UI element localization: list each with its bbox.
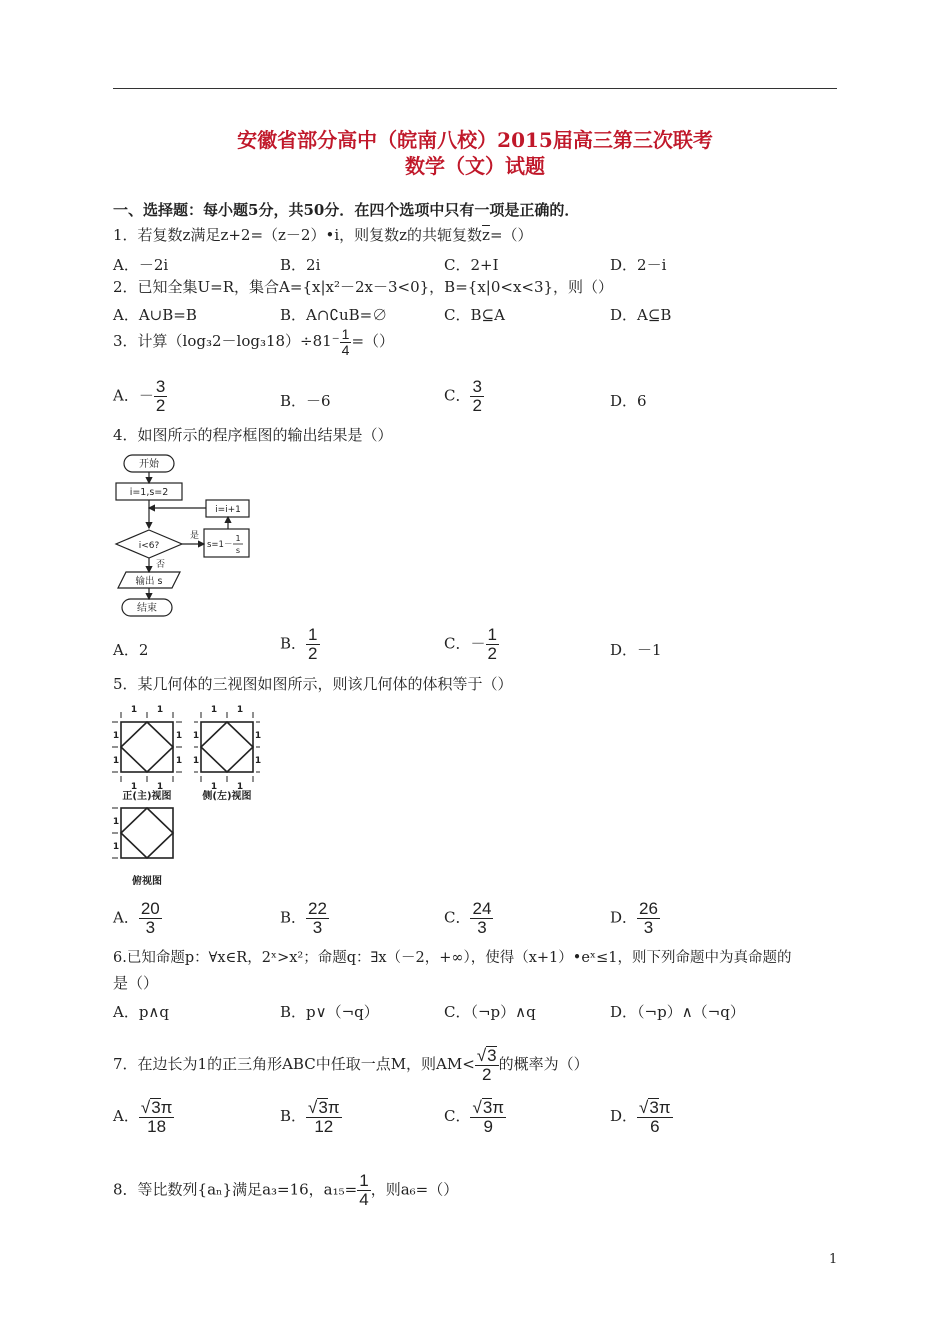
q4-option-a[interactable]: A．2 [113,641,149,659]
flowchart-diagram [110,450,260,622]
page-number: 1 [829,1252,838,1267]
front-dim-left-1: 1 [112,731,120,741]
question-4: 4．如图所示的程序框图的输出结果是（） [113,426,393,444]
q4-option-b[interactable]: B． $\frac{1}{2}$ [280,625,318,663]
q6-option-b[interactable]: B．p∨（¬q） [280,1003,379,1021]
q7-option-d[interactable]: D． $\frac{√3\pi}{6}$ [610,1098,671,1136]
q2-option-d[interactable]: D．A⊆B [610,306,672,324]
q1-option-d[interactable]: D．2－i [610,256,667,274]
side-view-label: 侧(左)视图 [202,791,252,802]
q3-exponent-fraction: $\frac{1}{4}$ [341,326,350,358]
question-6-line2: 是（） [113,974,159,992]
top-dim-left-2: 1 [112,842,120,852]
flow-init: i=1,s=2 [129,487,169,498]
flow-assign-den: s [235,546,241,555]
side-dim-left-1: 1 [192,731,200,741]
q3-option-a[interactable]: A．－ $\frac{3}{2}$ [113,377,166,415]
q5-option-a[interactable]: A． $\frac{20}{3}$ [113,899,160,937]
flow-start: 开始 [139,459,159,470]
q3-option-d[interactable]: D．6 [610,392,647,410]
front-dim-right-2: 1 [175,756,183,766]
question-1: 1．若复数z满足z+2=（z－2）•i，则复数z的共轭复数$\overline{z}=()$ [113,226,533,244]
q4-option-c[interactable]: C．－ $\frac{1}{2}$ [444,625,497,663]
top-rule [113,88,837,89]
q6-option-a[interactable]: A．p∧q [113,1003,170,1021]
q7-option-a[interactable]: A． $\frac{√3\pi}{18}$ [113,1098,173,1136]
front-dim-top-2: 1 [156,705,164,715]
q6-option-c[interactable]: C．（¬p）∧q [444,1003,536,1021]
front-view-label: 正(主)视图 [122,791,172,802]
question-6-line1: 6.已知命题p：∀x∈R，2ˣ>x²；命题q：∃x（－2，+∞），使得（x+1）•eˣ≤1，则下列命题中为真命题的 [113,950,792,966]
side-dim-left-2: 1 [192,756,200,766]
top-dim-left-1: 1 [112,817,120,827]
q2-option-b[interactable]: B．A∩∁uB=∅ [280,306,388,324]
q7-option-c[interactable]: C． $\frac{√3\pi}{9}$ [444,1098,505,1136]
flow-output: 输出 s [135,576,163,587]
q4-option-d[interactable]: D．－1 [610,641,662,659]
q1-option-b[interactable]: B．2i [280,256,321,274]
q6-option-d[interactable]: D．（¬p）∧（¬q） [610,1003,745,1021]
top-view-label: 俯视图 [132,876,162,887]
front-dim-top-1: 1 [130,705,138,715]
section-heading: 一、选择题：每小题5分，共50分．在四个选项中只有一项是正确的． [113,201,580,219]
q5-option-c[interactable]: C． $\frac{24}{3}$ [444,899,492,937]
question-8: 8．等比数列{aₙ}满足a₃=16，a₁₅= $\frac{1}{4}$ ，则a₆=（） [113,1171,459,1209]
flow-assign-num: 1 [235,534,241,543]
side-dim-bottom-2: 1 [236,782,244,792]
flow-end: 结束 [137,603,157,614]
front-dim-right-1: 1 [175,731,183,741]
q2-option-a[interactable]: A．A∪B=B [113,306,197,324]
flow-increment: i=i+1 [215,505,241,515]
side-dim-right-2: 1 [254,756,262,766]
flow-assign: s=1－ [207,540,233,550]
three-view-diagram [110,702,265,888]
front-dim-bottom-2: 1 [156,782,164,792]
exam-subtitle: 数学（文）试题 [405,154,545,178]
question-5: 5．某几何体的三视图如图所示，则该几何体的体积等于（） [113,675,513,693]
q1-option-c[interactable]: C．2+I [444,256,499,274]
exam-title: 安徽省部分高中（皖南八校）2015届高三第三次联考 [237,128,713,152]
q5-option-b[interactable]: B． $\frac{22}{3}$ [280,899,327,937]
q5-option-d[interactable]: D． $\frac{26}{3}$ [610,899,658,937]
q1-option-a[interactable]: A．－2i [113,256,169,274]
question-3: 3．计算（log₃2－log₃18）÷81⁻ $\frac{1}{4}$ =（） [113,326,395,358]
question-7: 7．在边长为1的正三角形ABC中任取一点M，则AM< $\frac{√3}{2}$ 的概率为（） [113,1046,589,1084]
side-dim-right-1: 1 [254,731,262,741]
side-dim-top-1: 1 [210,705,218,715]
front-dim-bottom-1: 1 [130,782,138,792]
question-2: 2．已知全集U=R，集合A={x|x²－2x－3<0}，B={x|0<x<3}，则（） [113,278,614,296]
q3-option-c[interactable]: C． $\frac{3}{2}$ [444,377,482,415]
flow-yes-label: 是 [190,531,200,541]
side-dim-top-2: 1 [236,705,244,715]
q3-option-b[interactable]: B．－6 [280,392,331,410]
side-dim-bottom-1: 1 [210,782,218,792]
q2-option-c[interactable]: C．B⊆A [444,306,505,324]
flow-no-label: 否 [156,560,166,570]
q7-option-b[interactable]: B． $\frac{√3\pi}{12}$ [280,1098,340,1136]
flow-condition: i<6? [138,541,160,551]
front-dim-left-2: 1 [112,756,120,766]
